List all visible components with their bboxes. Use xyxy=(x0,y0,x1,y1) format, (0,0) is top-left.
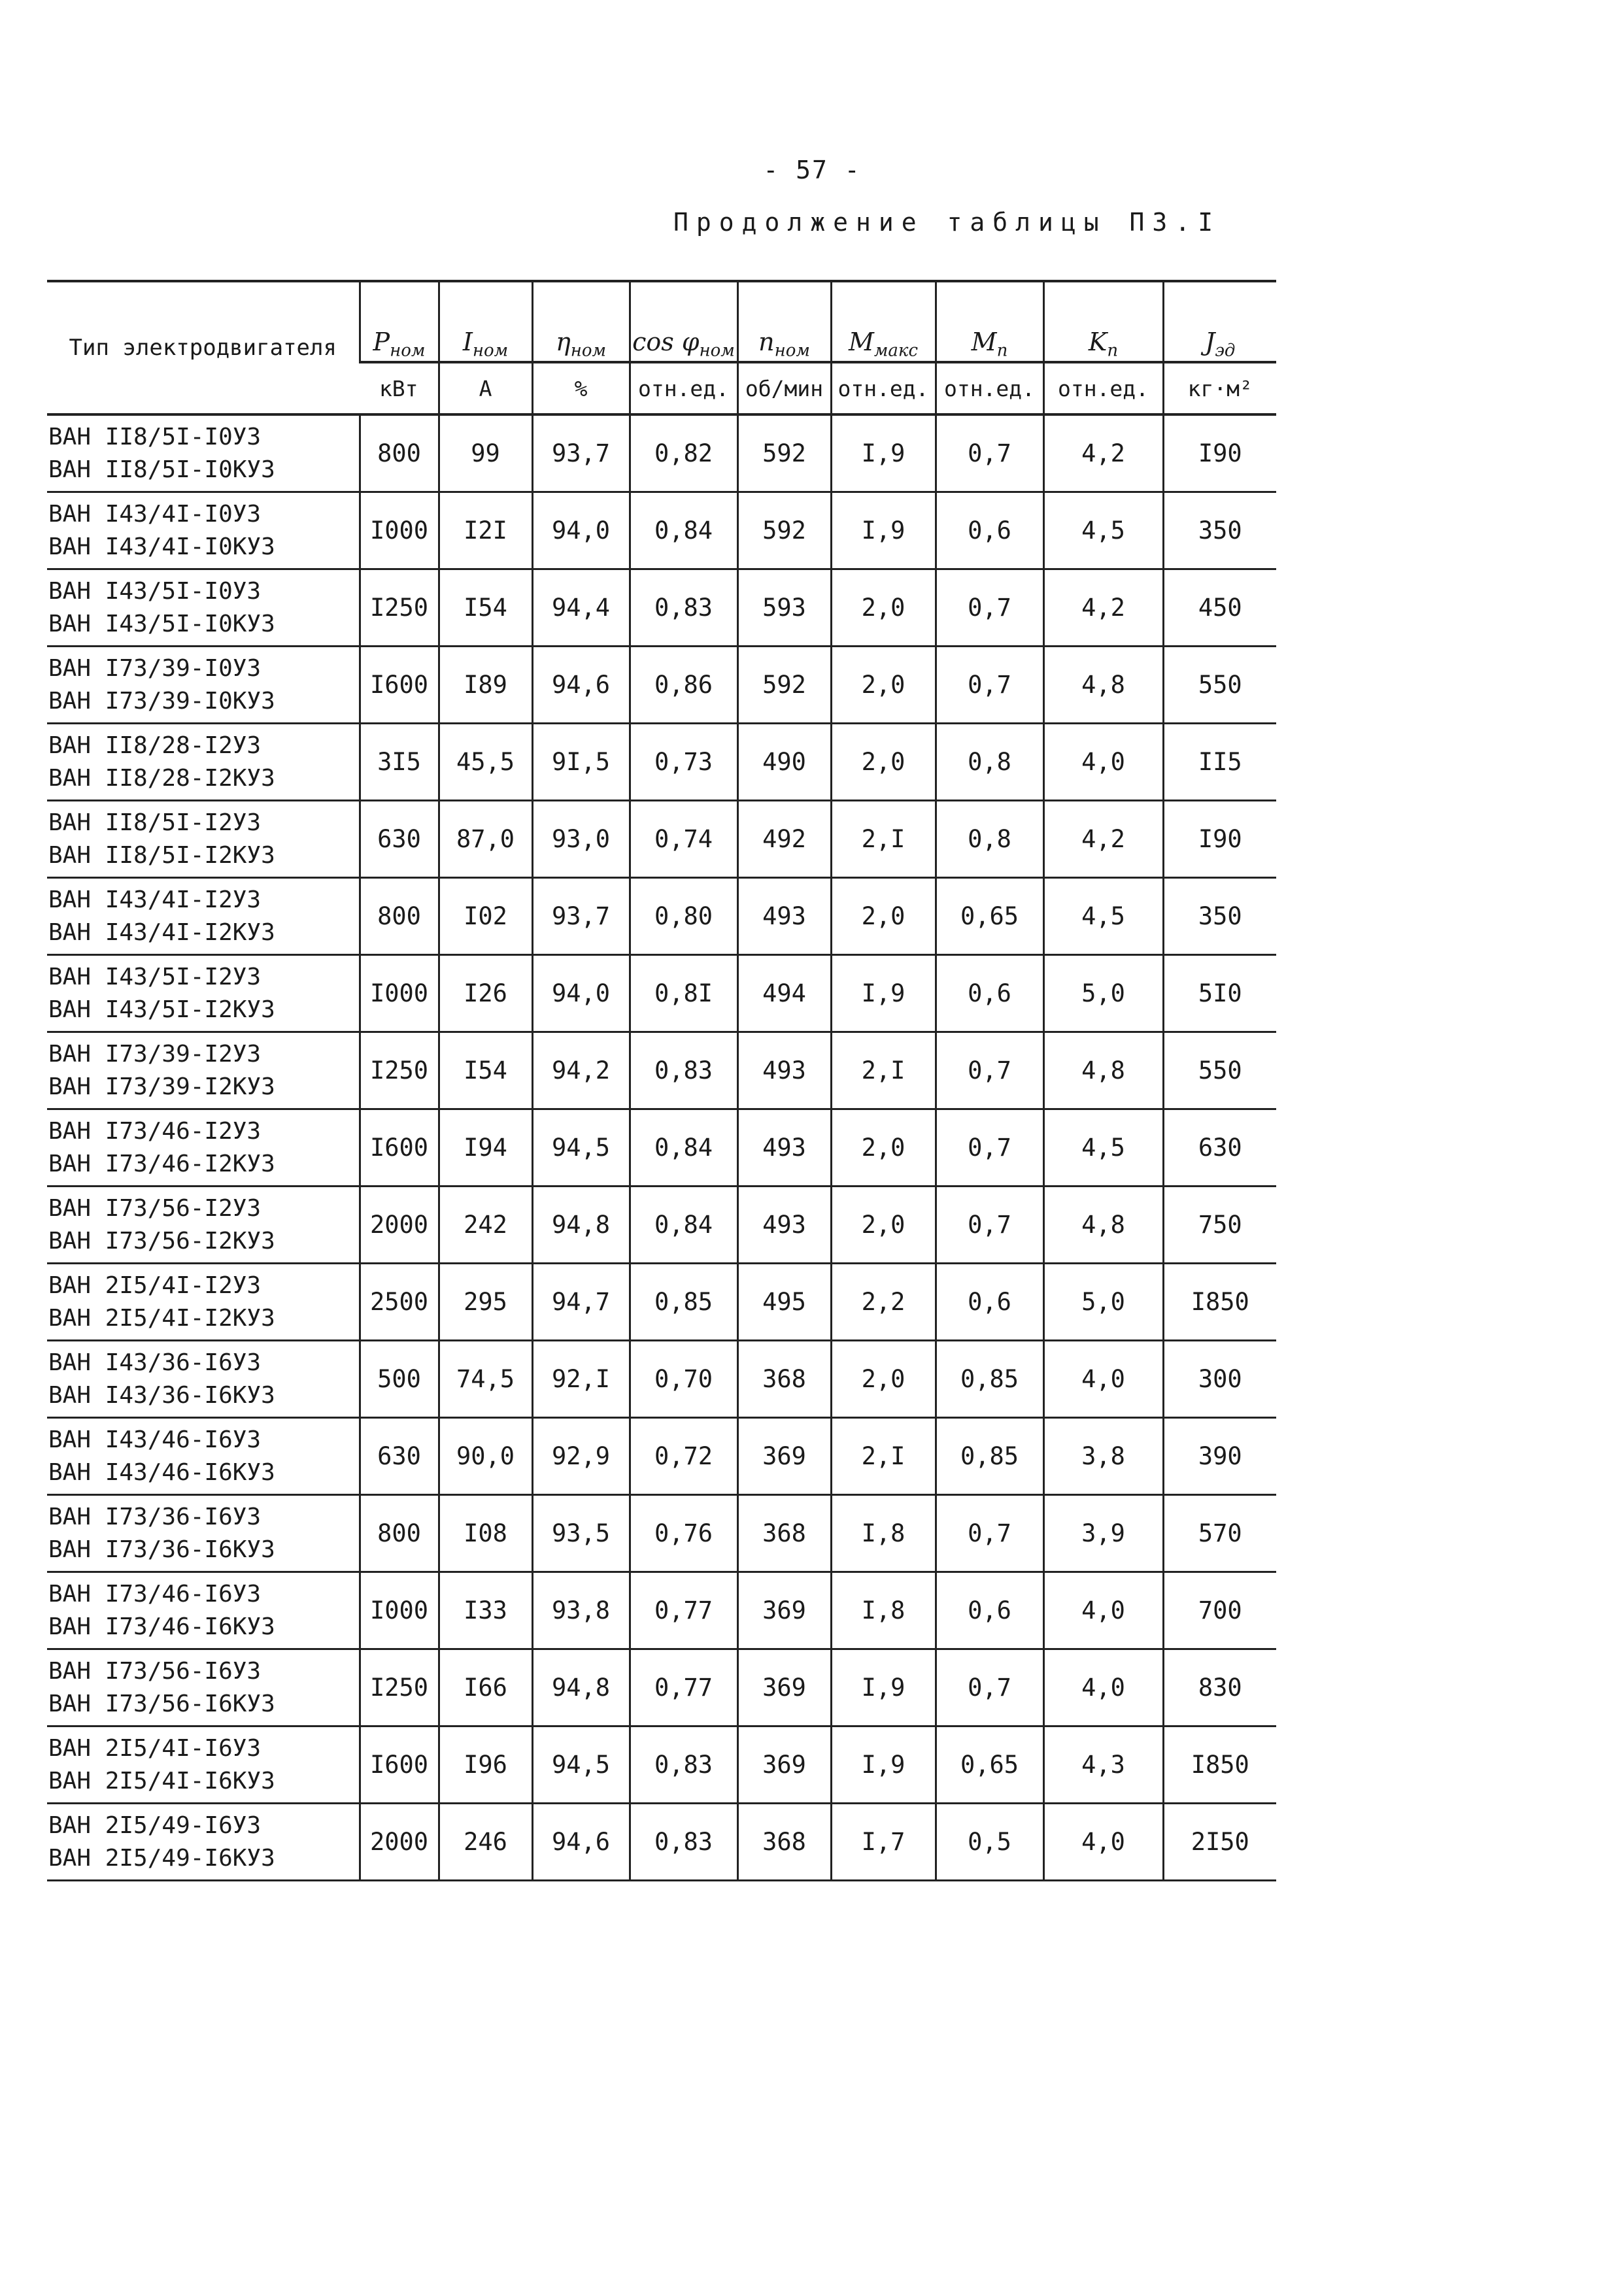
motor-type-variant-u3: ВАН 2I5/4I-I6У3 xyxy=(48,1734,262,1762)
cell-motor-type xyxy=(47,1572,360,1649)
table-row xyxy=(47,1649,1276,1726)
motor-type-variant-ku3: ВАН I43/46-I6КУ3 xyxy=(48,1458,275,1486)
cell-power-factor: 0,83 xyxy=(630,1032,737,1109)
motor-type-variant-u3: ВАН I73/39-I0У3 xyxy=(48,654,262,682)
cell-speed: 368 xyxy=(737,1804,831,1881)
cell-speed: 495 xyxy=(737,1264,831,1341)
cell-speed: 493 xyxy=(737,1032,831,1109)
cell-starting-current-ratio: 4,8 xyxy=(1043,647,1163,724)
cell-inertia: 5I0 xyxy=(1163,955,1276,1032)
header-efficiency-unit: % xyxy=(532,362,630,414)
motor-type-variant-u3: ВАН I43/4I-I2У3 xyxy=(48,886,262,913)
header-current-symbol: $I_{ном}$ xyxy=(439,281,532,362)
header-speed-symbol: $n_{ном}$ xyxy=(737,281,831,362)
cell-power: I250 xyxy=(360,569,439,647)
cell-starting-current-ratio: 4,0 xyxy=(1043,1804,1163,1881)
cell-starting-current-ratio: 3,9 xyxy=(1043,1495,1163,1572)
header-inertia-symbol: $J_{эд}$ xyxy=(1163,281,1276,362)
cell-speed: 369 xyxy=(737,1726,831,1804)
cell-starting-current-ratio: 4,5 xyxy=(1043,878,1163,955)
cell-inertia: 630 xyxy=(1163,1109,1276,1187)
cell-inertia: I850 xyxy=(1163,1726,1276,1804)
motor-specs-table xyxy=(47,280,1276,1881)
cell-speed: 592 xyxy=(737,647,831,724)
cell-inertia: 570 xyxy=(1163,1495,1276,1572)
cell-efficiency: 93,5 xyxy=(532,1495,630,1572)
cell-starting-torque: 0,8 xyxy=(936,801,1043,878)
motor-type-variant-ku3: ВАН 2I5/49-I6КУ3 xyxy=(48,1844,275,1872)
motor-type-variant-ku3: ВАН I43/5I-I0КУ3 xyxy=(48,610,275,637)
cell-max-torque: I,9 xyxy=(831,414,936,492)
cell-starting-torque: 0,5 xyxy=(936,1804,1043,1881)
cell-starting-current-ratio: 4,8 xyxy=(1043,1187,1163,1264)
cell-starting-torque: 0,7 xyxy=(936,1032,1043,1109)
cell-power-factor: 0,86 xyxy=(630,647,737,724)
cell-inertia: I90 xyxy=(1163,801,1276,878)
cell-max-torque: 2,0 xyxy=(831,1341,936,1418)
cell-motor-type xyxy=(47,569,360,647)
cell-starting-current-ratio: 3,8 xyxy=(1043,1418,1163,1495)
table-row xyxy=(47,801,1276,878)
cell-power: I000 xyxy=(360,955,439,1032)
cell-motor-type xyxy=(47,724,360,801)
cell-power: 3I5 xyxy=(360,724,439,801)
cell-inertia: 830 xyxy=(1163,1649,1276,1726)
motor-type-variant-ku3: ВАН 2I5/4I-I6КУ3 xyxy=(48,1767,275,1794)
cell-max-torque: 2,0 xyxy=(831,878,936,955)
cell-motor-type xyxy=(47,1187,360,1264)
cell-current: 90,0 xyxy=(439,1418,532,1495)
cell-motor-type xyxy=(47,1341,360,1418)
cell-current: I94 xyxy=(439,1109,532,1187)
cell-motor-type xyxy=(47,414,360,492)
cell-speed: 492 xyxy=(737,801,831,878)
cell-motor-type xyxy=(47,1264,360,1341)
motor-type-variant-u3: ВАН 2I5/4I-I2У3 xyxy=(48,1271,262,1299)
motor-type-variant-u3: ВАН I43/5I-I0У3 xyxy=(48,577,262,605)
cell-max-torque: 2,0 xyxy=(831,724,936,801)
table-body xyxy=(47,414,1276,1881)
cell-efficiency: 94,0 xyxy=(532,955,630,1032)
cell-power-factor: 0,80 xyxy=(630,878,737,955)
cell-speed: 592 xyxy=(737,492,831,569)
cell-inertia: 300 xyxy=(1163,1341,1276,1418)
cell-current: I02 xyxy=(439,878,532,955)
cell-starting-current-ratio: 5,0 xyxy=(1043,955,1163,1032)
cell-motor-type xyxy=(47,1726,360,1804)
cell-starting-torque: 0,85 xyxy=(936,1341,1043,1418)
motor-type-variant-u3: ВАН 2I5/49-I6У3 xyxy=(48,1811,262,1839)
cell-starting-torque: 0,6 xyxy=(936,955,1043,1032)
table-row xyxy=(47,1032,1276,1109)
cell-power-factor: 0,8I xyxy=(630,955,737,1032)
cell-motor-type xyxy=(47,878,360,955)
header-power-factor-unit: отн.ед. xyxy=(630,362,737,414)
header-speed-unit: об/мин xyxy=(737,362,831,414)
cell-max-torque: 2,0 xyxy=(831,647,936,724)
motor-type-variant-u3: ВАН II8/5I-I2У3 xyxy=(48,809,262,836)
cell-starting-torque: 0,8 xyxy=(936,724,1043,801)
cell-current: I26 xyxy=(439,955,532,1032)
table-row xyxy=(47,724,1276,801)
cell-speed: 593 xyxy=(737,569,831,647)
cell-inertia: 2I50 xyxy=(1163,1804,1276,1881)
cell-starting-torque: 0,7 xyxy=(936,1187,1043,1264)
cell-power: I000 xyxy=(360,492,439,569)
cell-efficiency: 94,6 xyxy=(532,647,630,724)
motor-type-variant-ku3: ВАН I73/39-I0КУ3 xyxy=(48,687,275,715)
cell-starting-current-ratio: 4,2 xyxy=(1043,569,1163,647)
cell-efficiency: 9I,5 xyxy=(532,724,630,801)
cell-power: 2500 xyxy=(360,1264,439,1341)
cell-power-factor: 0,85 xyxy=(630,1264,737,1341)
cell-power-factor: 0,82 xyxy=(630,414,737,492)
cell-power-factor: 0,73 xyxy=(630,724,737,801)
motor-type-variant-ku3: ВАН I73/46-I6КУ3 xyxy=(48,1613,275,1640)
cell-starting-current-ratio: 4,0 xyxy=(1043,1649,1163,1726)
cell-motor-type xyxy=(47,1418,360,1495)
cell-speed: 369 xyxy=(737,1418,831,1495)
cell-max-torque: 2,I xyxy=(831,801,936,878)
header-current-unit: А xyxy=(439,362,532,414)
cell-power: I250 xyxy=(360,1032,439,1109)
cell-efficiency: 92,I xyxy=(532,1341,630,1418)
cell-motor-type xyxy=(47,492,360,569)
table-row xyxy=(47,878,1276,955)
cell-motor-type xyxy=(47,1032,360,1109)
header-power-symbol: $P_{ном}$ xyxy=(360,281,439,362)
cell-starting-current-ratio: 4,3 xyxy=(1043,1726,1163,1804)
cell-speed: 369 xyxy=(737,1572,831,1649)
cell-inertia: 350 xyxy=(1163,492,1276,569)
motor-type-variant-ku3: ВАН I73/36-I6КУ3 xyxy=(48,1536,275,1563)
cell-starting-torque: 0,6 xyxy=(936,492,1043,569)
cell-motor-type xyxy=(47,801,360,878)
cell-current: I96 xyxy=(439,1726,532,1804)
cell-starting-current-ratio: 5,0 xyxy=(1043,1264,1163,1341)
cell-current: 99 xyxy=(439,414,532,492)
cell-starting-current-ratio: 4,8 xyxy=(1043,1032,1163,1109)
header-starting-current-ratio-symbol: $K_п$ xyxy=(1043,281,1163,362)
cell-inertia: 550 xyxy=(1163,647,1276,724)
cell-starting-current-ratio: 4,0 xyxy=(1043,724,1163,801)
table-row xyxy=(47,1495,1276,1572)
motor-type-variant-u3: ВАН II8/28-I2У3 xyxy=(48,732,262,759)
cell-efficiency: 93,7 xyxy=(532,878,630,955)
cell-power: 800 xyxy=(360,1495,439,1572)
cell-power-factor: 0,74 xyxy=(630,801,737,878)
cell-current: 74,5 xyxy=(439,1341,532,1418)
cell-power-factor: 0,70 xyxy=(630,1341,737,1418)
cell-max-torque: I,9 xyxy=(831,1726,936,1804)
header-power-factor-symbol: $\cos \varphi_{ном}$ xyxy=(630,281,737,362)
cell-efficiency: 94,8 xyxy=(532,1187,630,1264)
cell-current: I89 xyxy=(439,647,532,724)
cell-inertia: 350 xyxy=(1163,878,1276,955)
table-row xyxy=(47,1572,1276,1649)
cell-power: I600 xyxy=(360,1726,439,1804)
header-max-torque-unit: отн.ед. xyxy=(831,362,936,414)
cell-power: 500 xyxy=(360,1341,439,1418)
motor-type-variant-ku3: ВАН I43/5I-I2КУ3 xyxy=(48,996,275,1023)
cell-power: I250 xyxy=(360,1649,439,1726)
motor-type-variant-u3: ВАН I43/36-I6У3 xyxy=(48,1349,262,1376)
cell-starting-current-ratio: 4,5 xyxy=(1043,492,1163,569)
cell-efficiency: 93,0 xyxy=(532,801,630,878)
cell-power-factor: 0,76 xyxy=(630,1495,737,1572)
motor-type-variant-u3: ВАН I73/46-I2У3 xyxy=(48,1117,262,1145)
cell-inertia: 450 xyxy=(1163,569,1276,647)
cell-efficiency: 93,7 xyxy=(532,414,630,492)
cell-motor-type xyxy=(47,955,360,1032)
cell-power: 630 xyxy=(360,801,439,878)
table-row xyxy=(47,1341,1276,1418)
cell-motor-type xyxy=(47,1649,360,1726)
cell-efficiency: 94,2 xyxy=(532,1032,630,1109)
cell-max-torque: 2,0 xyxy=(831,1187,936,1264)
motor-type-variant-u3: ВАН II8/5I-I0У3 xyxy=(48,423,262,450)
table-row xyxy=(47,1418,1276,1495)
motor-type-variant-ku3: ВАН I43/36-I6КУ3 xyxy=(48,1381,275,1409)
cell-starting-torque: 0,7 xyxy=(936,414,1043,492)
cell-motor-type xyxy=(47,1109,360,1187)
cell-starting-current-ratio: 4,0 xyxy=(1043,1341,1163,1418)
cell-starting-torque: 0,65 xyxy=(936,1726,1043,1804)
header-efficiency-symbol: $\eta_{ном}$ xyxy=(532,281,630,362)
cell-max-torque: 2,I xyxy=(831,1418,936,1495)
motor-type-variant-u3: ВАН I43/46-I6У3 xyxy=(48,1426,262,1453)
cell-max-torque: 2,0 xyxy=(831,1109,936,1187)
cell-speed: 592 xyxy=(737,414,831,492)
motor-type-variant-ku3: ВАН I73/56-I2КУ3 xyxy=(48,1227,275,1254)
cell-speed: 490 xyxy=(737,724,831,801)
table-row xyxy=(47,955,1276,1032)
cell-speed: 494 xyxy=(737,955,831,1032)
motor-type-variant-u3: ВАН I43/5I-I2У3 xyxy=(48,963,262,990)
cell-current: I54 xyxy=(439,1032,532,1109)
header-starting-torque-unit: отн.ед. xyxy=(936,362,1043,414)
cell-power: I000 xyxy=(360,1572,439,1649)
motor-type-variant-ku3: ВАН II8/28-I2КУ3 xyxy=(48,764,275,792)
table-row xyxy=(47,1726,1276,1804)
cell-power-factor: 0,77 xyxy=(630,1649,737,1726)
cell-max-torque: 2,2 xyxy=(831,1264,936,1341)
cell-current: I33 xyxy=(439,1572,532,1649)
table-continuation-title: Продолжение таблицы П3.I xyxy=(673,208,1221,237)
cell-max-torque: I,9 xyxy=(831,955,936,1032)
page-number: - 57 - xyxy=(763,156,861,184)
cell-starting-torque: 0,6 xyxy=(936,1264,1043,1341)
cell-motor-type xyxy=(47,647,360,724)
motor-type-variant-u3: ВАН I73/56-I2У3 xyxy=(48,1194,262,1222)
motor-type-variant-u3: ВАН I73/36-I6У3 xyxy=(48,1503,262,1530)
cell-efficiency: 94,5 xyxy=(532,1726,630,1804)
cell-starting-torque: 0,85 xyxy=(936,1418,1043,1495)
table-row xyxy=(47,1109,1276,1187)
cell-efficiency: 94,4 xyxy=(532,569,630,647)
cell-max-torque: I,8 xyxy=(831,1495,936,1572)
cell-power: 630 xyxy=(360,1418,439,1495)
table-row xyxy=(47,647,1276,724)
cell-inertia: 700 xyxy=(1163,1572,1276,1649)
cell-starting-torque: 0,7 xyxy=(936,1495,1043,1572)
motor-type-variant-ku3: ВАН II8/5I-I0КУ3 xyxy=(48,456,275,483)
cell-max-torque: 2,0 xyxy=(831,569,936,647)
cell-power: 2000 xyxy=(360,1187,439,1264)
cell-max-torque: 2,I xyxy=(831,1032,936,1109)
cell-power: I600 xyxy=(360,1109,439,1187)
cell-inertia: 750 xyxy=(1163,1187,1276,1264)
cell-efficiency: 92,9 xyxy=(532,1418,630,1495)
cell-max-torque: I,9 xyxy=(831,1649,936,1726)
table-row xyxy=(47,1187,1276,1264)
cell-current: 295 xyxy=(439,1264,532,1341)
cell-starting-torque: 0,7 xyxy=(936,647,1043,724)
motor-type-variant-u3: ВАН I73/56-I6У3 xyxy=(48,1657,262,1685)
cell-speed: 493 xyxy=(737,1109,831,1187)
cell-starting-torque: 0,65 xyxy=(936,878,1043,955)
cell-power-factor: 0,72 xyxy=(630,1418,737,1495)
cell-starting-current-ratio: 4,5 xyxy=(1043,1109,1163,1187)
cell-power: 2000 xyxy=(360,1804,439,1881)
header-motor-type: Тип электродвигателя xyxy=(47,281,360,414)
cell-inertia: 550 xyxy=(1163,1032,1276,1109)
cell-starting-current-ratio: 4,0 xyxy=(1043,1572,1163,1649)
cell-efficiency: 94,8 xyxy=(532,1649,630,1726)
cell-power-factor: 0,84 xyxy=(630,492,737,569)
cell-efficiency: 94,5 xyxy=(532,1109,630,1187)
motor-type-variant-ku3: ВАН I43/4I-I2КУ3 xyxy=(48,918,275,946)
cell-efficiency: 94,0 xyxy=(532,492,630,569)
motor-type-variant-u3: ВАН I73/39-I2У3 xyxy=(48,1040,262,1068)
cell-inertia: I90 xyxy=(1163,414,1276,492)
cell-power-factor: 0,84 xyxy=(630,1109,737,1187)
table-row xyxy=(47,1804,1276,1881)
motor-type-variant-ku3: ВАН 2I5/4I-I2КУ3 xyxy=(48,1304,275,1332)
header-power-unit: кВт xyxy=(360,362,439,414)
cell-starting-current-ratio: 4,2 xyxy=(1043,801,1163,878)
cell-speed: 493 xyxy=(737,1187,831,1264)
header-starting-current-ratio-unit: отн.ед. xyxy=(1043,362,1163,414)
cell-power-factor: 0,83 xyxy=(630,1804,737,1881)
motor-type-variant-ku3: ВАН I73/39-I2КУ3 xyxy=(48,1073,275,1100)
cell-efficiency: 93,8 xyxy=(532,1572,630,1649)
cell-power-factor: 0,83 xyxy=(630,1726,737,1804)
cell-starting-current-ratio: 4,2 xyxy=(1043,414,1163,492)
cell-motor-type xyxy=(47,1804,360,1881)
cell-starting-torque: 0,7 xyxy=(936,569,1043,647)
cell-power-factor: 0,83 xyxy=(630,569,737,647)
cell-power: 800 xyxy=(360,414,439,492)
cell-current: 45,5 xyxy=(439,724,532,801)
cell-power: I600 xyxy=(360,647,439,724)
cell-speed: 493 xyxy=(737,878,831,955)
cell-current: I54 xyxy=(439,569,532,647)
motor-type-variant-ku3: ВАН I43/4I-I0КУ3 xyxy=(48,533,275,560)
cell-inertia: I850 xyxy=(1163,1264,1276,1341)
cell-max-torque: I,8 xyxy=(831,1572,936,1649)
motor-type-variant-ku3: ВАН I73/56-I6КУ3 xyxy=(48,1690,275,1717)
motor-type-variant-u3: ВАН I73/46-I6У3 xyxy=(48,1580,262,1608)
cell-power: 800 xyxy=(360,878,439,955)
table-row xyxy=(47,569,1276,647)
cell-current: 242 xyxy=(439,1187,532,1264)
cell-current: I2I xyxy=(439,492,532,569)
cell-efficiency: 94,7 xyxy=(532,1264,630,1341)
cell-power-factor: 0,77 xyxy=(630,1572,737,1649)
motor-type-variant-ku3: ВАН I73/46-I2КУ3 xyxy=(48,1150,275,1177)
cell-power-factor: 0,84 xyxy=(630,1187,737,1264)
cell-starting-torque: 0,7 xyxy=(936,1109,1043,1187)
table-row xyxy=(47,414,1276,492)
cell-inertia: 390 xyxy=(1163,1418,1276,1495)
cell-max-torque: I,7 xyxy=(831,1804,936,1881)
header-starting-torque-symbol: $M_п$ xyxy=(936,281,1043,362)
table-row xyxy=(47,492,1276,569)
cell-speed: 368 xyxy=(737,1341,831,1418)
cell-max-torque: I,9 xyxy=(831,492,936,569)
cell-speed: 368 xyxy=(737,1495,831,1572)
cell-current: I66 xyxy=(439,1649,532,1726)
cell-speed: 369 xyxy=(737,1649,831,1726)
cell-current: 87,0 xyxy=(439,801,532,878)
header-max-torque-symbol: $M_{макс}$ xyxy=(831,281,936,362)
cell-inertia: II5 xyxy=(1163,724,1276,801)
cell-starting-torque: 0,7 xyxy=(936,1649,1043,1726)
table-header xyxy=(47,281,1276,414)
cell-current: 246 xyxy=(439,1804,532,1881)
cell-efficiency: 94,6 xyxy=(532,1804,630,1881)
table-row xyxy=(47,1264,1276,1341)
motor-type-variant-u3: ВАН I43/4I-I0У3 xyxy=(48,500,262,528)
cell-current: I08 xyxy=(439,1495,532,1572)
header-inertia-unit: кг·м² xyxy=(1163,362,1276,414)
cell-starting-torque: 0,6 xyxy=(936,1572,1043,1649)
motor-type-variant-ku3: ВАН II8/5I-I2КУ3 xyxy=(48,841,275,869)
cell-motor-type xyxy=(47,1495,360,1572)
